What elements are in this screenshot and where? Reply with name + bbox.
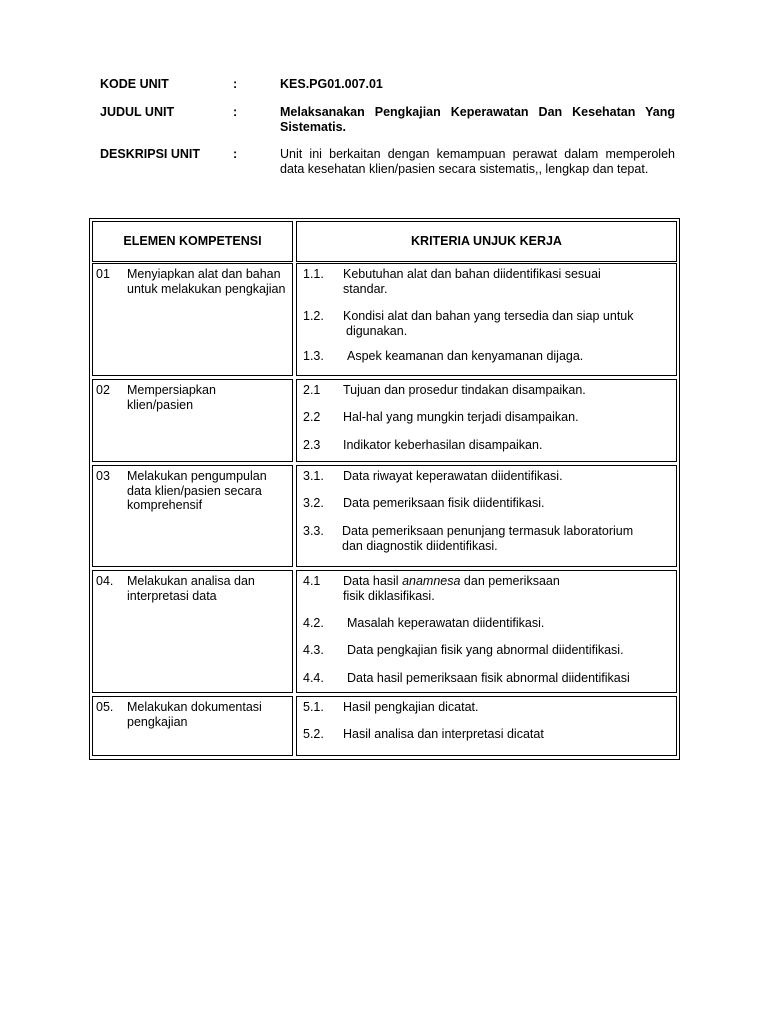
kriteria-line-cont: digunakan. bbox=[346, 323, 408, 338]
kriteria-number: 4.3. bbox=[303, 643, 324, 657]
kriteria-number: 4.2. bbox=[303, 616, 324, 630]
elemen-cell-05 bbox=[92, 696, 293, 756]
kriteria-line: Kebutuhan alat dan bahan diidentifikasi sesuai bbox=[343, 267, 601, 281]
kriteria-text: Data hasil pemeriksaan fisik abnormal diidentifikasi bbox=[347, 671, 630, 685]
competency-table bbox=[89, 218, 680, 760]
elemen-number: 02 bbox=[96, 383, 110, 397]
kriteria-text: Hasil pengkajian dicatat. bbox=[343, 700, 479, 714]
kriteria-line-cont: standar. bbox=[343, 281, 388, 296]
judul-unit-value: Melaksanakan Pengkajian Keperawatan Dan Kesehatan Yang Sistematis. bbox=[280, 105, 675, 134]
elemen-number: 04. bbox=[96, 574, 114, 588]
elemen-number: 03 bbox=[96, 469, 110, 483]
kriteria-text: Hal-hal yang mungkin terjadi disampaikan. bbox=[343, 410, 579, 424]
kriteria-cell-01 bbox=[296, 263, 677, 376]
elemen-text: Melakukan dokumentasi pengkajian bbox=[127, 700, 262, 729]
kriteria-number: 3.2. bbox=[303, 496, 324, 510]
kriteria-line-post: dan pemeriksaan bbox=[460, 574, 560, 588]
kriteria-cell-03 bbox=[296, 465, 677, 567]
kriteria-text: Tujuan dan prosedur tindakan disampaikan. bbox=[343, 383, 586, 397]
kriteria-text: Data riwayat keperawatan diidentifikasi. bbox=[343, 469, 563, 483]
kriteria-text: Data pemeriksaan fisik diidentifikasi. bbox=[343, 496, 545, 510]
kriteria-text bbox=[342, 524, 677, 553]
elemen-number: 01 bbox=[96, 267, 110, 281]
kriteria-line: Kondisi alat dan bahan yang tersedia dan siap untuk bbox=[343, 309, 634, 323]
elemen-number: 05. bbox=[96, 700, 114, 714]
kriteria-number: 2.2 bbox=[303, 410, 321, 424]
kriteria-number: 5.2. bbox=[303, 727, 324, 741]
judul-unit-colon: : bbox=[233, 105, 238, 119]
kriteria-number: 5.1. bbox=[303, 700, 324, 714]
kriteria-line-em: anamnesa bbox=[402, 574, 461, 588]
kriteria-text bbox=[343, 574, 678, 603]
kriteria-cell-04 bbox=[296, 570, 677, 693]
kriteria-cell-02 bbox=[296, 379, 677, 462]
kriteria-cell-05 bbox=[296, 696, 677, 756]
elemen-cell-02 bbox=[92, 379, 293, 462]
elemen-kompetensi-header-text: ELEMEN KOMPETENSI bbox=[123, 234, 262, 249]
kriteria-number: 3.1. bbox=[303, 469, 324, 483]
kriteria-line-pre: Data hasil bbox=[343, 574, 403, 588]
kriteria-number: 4.1 bbox=[303, 574, 321, 588]
elemen-text: Melakukan analisa dan interpretasi data bbox=[127, 574, 255, 603]
kriteria-text bbox=[343, 309, 678, 338]
deskripsi-unit-colon: : bbox=[233, 147, 238, 161]
kriteria-text bbox=[343, 267, 678, 296]
kriteria-text: Aspek keamanan dan kenyamanan dijaga. bbox=[347, 349, 584, 363]
kriteria-text: Data pengkajian fisik yang abnormal diidentifikasi. bbox=[347, 643, 624, 657]
deskripsi-unit-label: DESKRIPSI UNIT bbox=[100, 147, 201, 161]
kriteria-line: Data pemeriksaan penunjang termasuk laboratorium bbox=[342, 524, 634, 538]
elemen-text: Mempersiapkan klien/pasien bbox=[127, 383, 216, 412]
elemen-cell-01 bbox=[92, 263, 293, 376]
kriteria-text: Hasil analisa dan interpretasi dicatat bbox=[343, 727, 544, 741]
elemen-kompetensi-header bbox=[92, 221, 293, 262]
kriteria-number: 1.1. bbox=[303, 267, 324, 281]
elemen-text: Melakukan pengumpulan data klien/pasien secara komprehensif bbox=[127, 469, 267, 512]
deskripsi-unit-value: Unit ini berkaitan dengan kemampuan perawat dalam memperoleh data kesehatan klien/pasien secara sistematis,, lengkap dan tepat. bbox=[280, 147, 675, 176]
judul-unit-label: JUDUL UNIT bbox=[100, 105, 175, 119]
kode-unit-value: KES.PG01.007.01 bbox=[280, 77, 383, 91]
kriteria-line-cont: dan diagnostik diidentifikasi. bbox=[342, 538, 498, 553]
kriteria-unjuk-kerja-header bbox=[296, 221, 677, 262]
elemen-cell-03 bbox=[92, 465, 293, 567]
kriteria-number: 3.3. bbox=[303, 524, 324, 538]
kriteria-number: 1.3. bbox=[303, 349, 324, 363]
kode-unit-colon: : bbox=[233, 77, 238, 91]
kriteria-line-cont: fisik diklasifikasi. bbox=[343, 588, 435, 603]
elemen-text: Menyiapkan alat dan bahan untuk melakukan pengkajian bbox=[127, 267, 286, 296]
kriteria-number: 4.4. bbox=[303, 671, 324, 685]
kriteria-unjuk-kerja-header-text: KRITERIA UNJUK KERJA bbox=[411, 234, 562, 249]
kriteria-number: 2.3 bbox=[303, 438, 321, 452]
elemen-cell-04 bbox=[92, 570, 293, 693]
kode-unit-label: KODE UNIT bbox=[100, 77, 169, 91]
kriteria-number: 2.1 bbox=[303, 383, 321, 397]
kriteria-number: 1.2. bbox=[303, 309, 324, 323]
kriteria-text: Masalah keperawatan diidentifikasi. bbox=[347, 616, 545, 630]
kriteria-text: Indikator keberhasilan disampaikan. bbox=[343, 438, 543, 452]
